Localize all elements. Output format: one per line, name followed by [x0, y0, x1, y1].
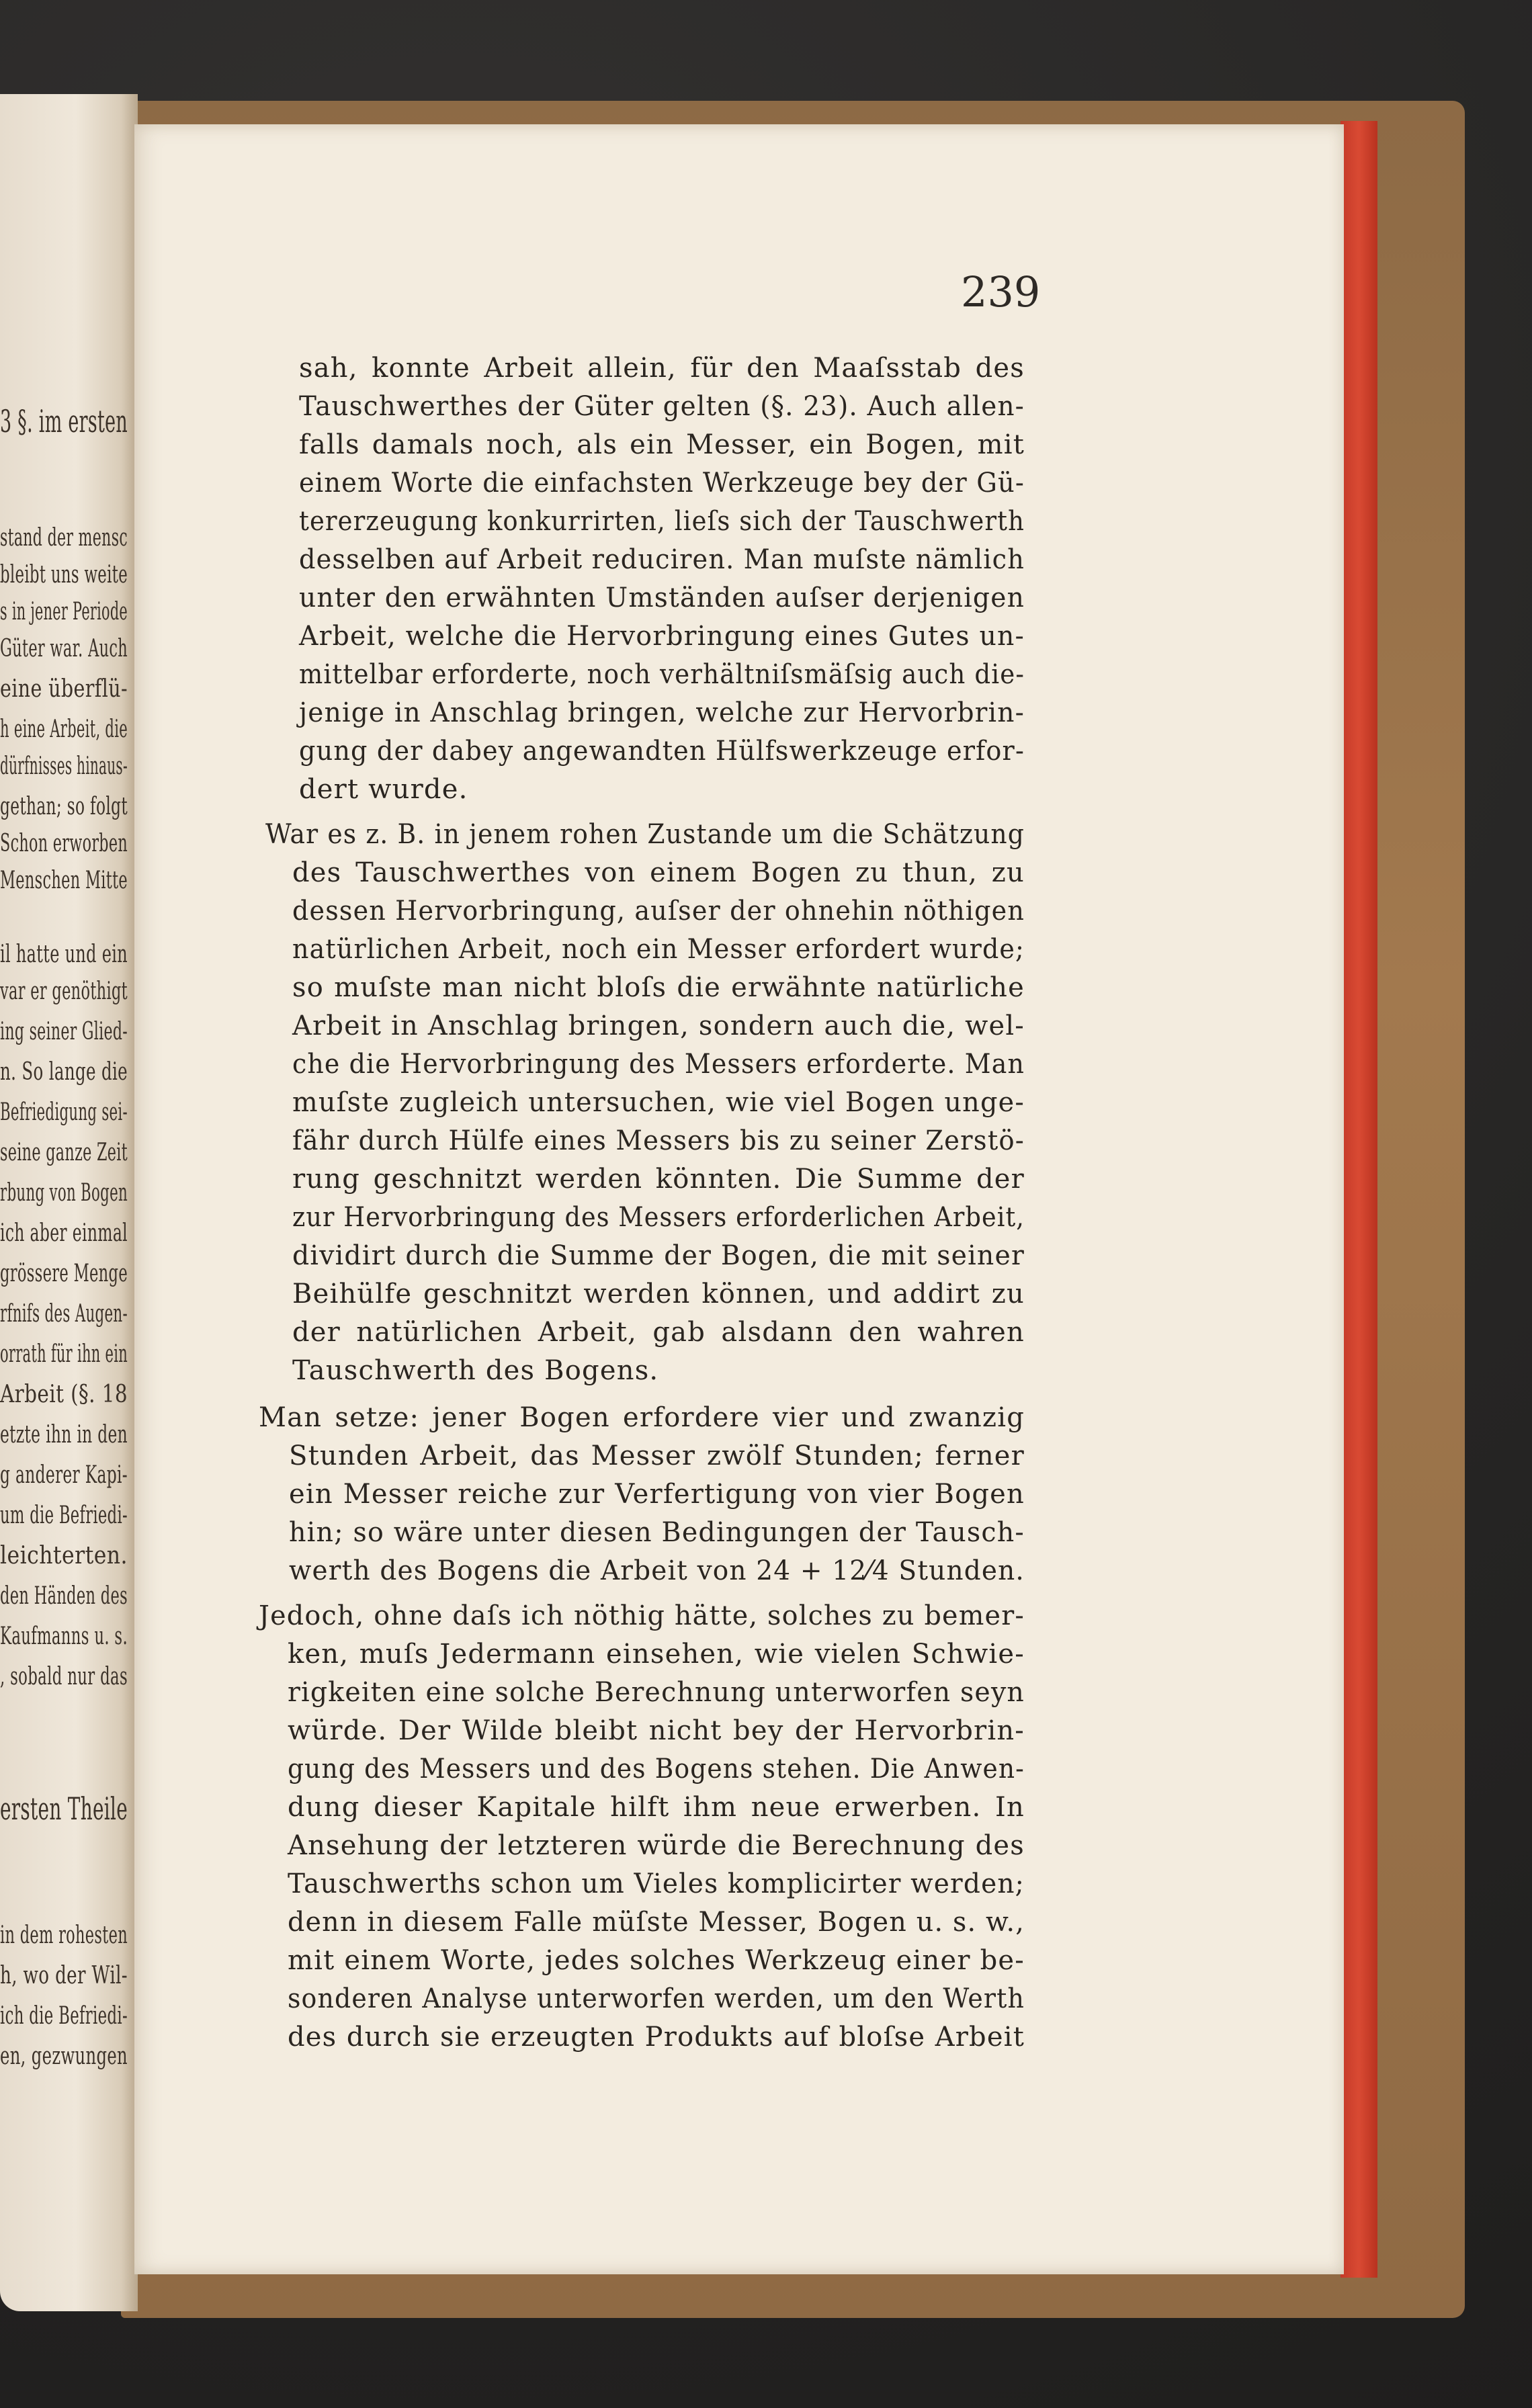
text-line: rung geschnitzt werden könnten. Die Summe der — [292, 1164, 1025, 1195]
text-line: Arbeit in Anschlag bringen, sondern auch die, wel- — [292, 1010, 1025, 1041]
text-line: tererzeugung konkurrirten, lieſs sich der Tauschwerth — [299, 506, 1025, 537]
left-page-text-fragment: den Händen des — [0, 1582, 128, 1610]
left-facing-page — [0, 94, 138, 2311]
left-page-text-fragment: Güter war. Auch — [0, 635, 128, 662]
page-number: 239 — [961, 267, 1041, 316]
text-line: so muſste man nicht bloſs die erwähnte natürliche — [292, 972, 1025, 1003]
left-page-text-fragment: ich die Befriedi- — [0, 2002, 128, 2030]
left-page-text-fragment: ich aber einmal — [0, 1219, 128, 1247]
text-line: dividirt durch die Summe der Bogen, die mit seiner — [292, 1240, 1025, 1271]
left-page-text-fragment: leichterten. — [0, 1542, 128, 1570]
text-line: fähr durch Hülfe eines Messers bis zu seiner Zerstö- — [292, 1125, 1025, 1156]
left-page-text-fragment: 3 §. im ersten — [0, 403, 128, 439]
text-line: natürlichen Arbeit, noch ein Messer erfordert wurde; — [292, 934, 1025, 965]
left-page-text-fragment: Arbeit (§. 18 — [0, 1381, 128, 1408]
left-page-text-fragment: gethan; so folgt — [0, 793, 128, 820]
left-page-text-fragment: Befriedigung sei- — [0, 1099, 128, 1126]
text-line: Stunden Arbeit, das Messer zwölf Stunden; ferner — [289, 1440, 1025, 1471]
text-line: gung des Messers und des Bogens stehen. Die Anwen- — [288, 1754, 1025, 1784]
text-line: desselben auf Arbeit reduciren. Man muſste nämlich — [299, 544, 1025, 575]
left-page-text-fragment: grössere Menge — [0, 1260, 128, 1287]
text-line: werth des Bogens die Arbeit von 24 + 12⁄4 Stunden. — [289, 1555, 1025, 1586]
text-line: jenige in Anschlag bringen, welche zur Hervorbrin- — [299, 697, 1025, 728]
text-line: Jedoch, ohne daſs ich nöthig hätte, solches zu bemer- — [259, 1600, 1025, 1631]
left-page-text-fragment: stand der mensc — [0, 524, 128, 552]
text-line: ken, muſs Jedermann einsehen, wie vielen Schwie- — [288, 1639, 1025, 1670]
text-line: unter den erwähnten Umständen auſser derjenigen — [299, 583, 1025, 613]
left-page-text-fragment: h, wo der Wil- — [0, 1962, 128, 1989]
text-line: einem Worte die einfachsten Werkzeuge bey der Gü- — [299, 468, 1025, 499]
text-line: des Tauschwerthes von einem Bogen zu thun, zu — [292, 857, 1025, 888]
text-line: Ansehung der letzteren würde die Berechnung des — [288, 1830, 1025, 1861]
left-page-text-fragment: seine ganze Zeit — [0, 1139, 128, 1166]
left-page-text-fragment: dürfnisses hinaus- — [0, 752, 128, 780]
left-page-text-fragment: , sobald nur das — [0, 1663, 128, 1690]
text-line: dung dieser Kapitale hilft ihm neue erwerben. In — [288, 1792, 1025, 1823]
left-page-text-fragment: ing seiner Glied- — [0, 1018, 128, 1045]
text-line: des durch sie erzeugten Produkts auf bloſse Arbeit — [288, 2022, 1025, 2053]
text-line: der natürlichen Arbeit, gab alsdann den wahren — [292, 1317, 1025, 1348]
text-line: sonderen Analyse unterworfen werden, um den Werth — [288, 1983, 1025, 2014]
left-page-text-fragment: ersten Theile — [0, 1791, 128, 1827]
text-line: Tauschwerth des Bogens. — [292, 1355, 659, 1386]
text-line: dessen Hervorbringung, auſser der ohnehin nöthigen — [292, 896, 1025, 927]
text-line: Man setze: jener Bogen erfordere vier und zwanzig — [259, 1402, 1025, 1433]
left-page-text-fragment: en, gezwungen — [0, 2042, 128, 2070]
text-line: falls damals noch, als ein Messer, ein Bogen, mit — [299, 429, 1025, 460]
text-line: gung der dabey angewandten Hülfswerkzeuge erfor- — [299, 736, 1025, 767]
left-page-text-fragment: g anderer Kapi- — [0, 1461, 128, 1489]
red-page-edge — [1340, 121, 1377, 2278]
left-page-text-fragment: s in jener Periode — [0, 598, 128, 626]
left-page-text-fragment: rbung von Bogen — [0, 1179, 128, 1207]
text-line: ein Messer reiche zur Verfertigung von vier Bogen — [289, 1479, 1025, 1510]
text-line: mittelbar erforderte, noch verhältniſsmäſsig auch die- — [299, 659, 1025, 690]
text-line: dert wurde. — [299, 774, 468, 805]
left-page-text-fragment: um die Befriedi- — [0, 1502, 128, 1529]
left-page-text-fragment: Menschen Mitte — [0, 867, 128, 894]
left-page-text-fragment: n. So lange die — [0, 1058, 128, 1086]
text-line: che die Hervorbringung des Messers erforderte. Man — [292, 1049, 1025, 1080]
left-page-text-fragment: orrath für ihn ein — [0, 1340, 128, 1368]
left-page-text-fragment: in dem rohesten — [0, 1922, 128, 1949]
text-line: muſste zugleich untersuchen, wie viel Bogen unge- — [292, 1087, 1025, 1118]
left-page-text-fragment: Kaufmanns u. s. — [0, 1623, 128, 1650]
left-page-text-fragment: eine überflü- — [0, 675, 128, 703]
text-line: hin; so wäre unter diesen Bedingungen der Tausch- — [289, 1517, 1025, 1548]
text-line: Tauschwerths schon um Vieles komplicirter werden; — [288, 1868, 1025, 1899]
text-line: zur Hervorbringung des Messers erforderlichen Arbeit, — [292, 1202, 1025, 1233]
text-line: Beihülfe geschnitzt werden können, und addirt zu — [292, 1279, 1025, 1309]
text-line: sah, konnte Arbeit allein, für den Maaſsstab des — [299, 353, 1025, 384]
left-page-text-fragment: var er genöthigt — [0, 978, 128, 1005]
text-line: War es z. B. in jenem rohen Zustande um die Schätzung — [265, 819, 1025, 850]
left-page-text-fragment: il hatte und ein — [0, 941, 128, 968]
left-page-text-fragment: etzte ihn in den — [0, 1421, 128, 1449]
text-line: rigkeiten eine solche Berechnung unterworfen seyn — [288, 1677, 1025, 1708]
left-page-text-fragment: bleibt uns weite — [0, 561, 128, 589]
text-line: Arbeit, welche die Hervorbringung eines Gutes un- — [299, 621, 1025, 652]
text-line: Tauschwerthes der Güter gelten (§. 23). Auch allen- — [299, 391, 1025, 422]
text-line: mit einem Worte, jedes solches Werkzeug einer be- — [288, 1945, 1025, 1976]
left-page-text-fragment: rfnifs des Augen- — [0, 1300, 128, 1328]
left-page-text-fragment: Schon erworben — [0, 830, 128, 857]
text-line: würde. Der Wilde bleibt nicht bey der Hervorbrin- — [288, 1715, 1025, 1746]
left-page-text-fragment: h eine Arbeit, die — [0, 716, 128, 743]
text-line: denn in diesem Falle müſste Messer, Bogen u. s. w., — [288, 1907, 1025, 1938]
